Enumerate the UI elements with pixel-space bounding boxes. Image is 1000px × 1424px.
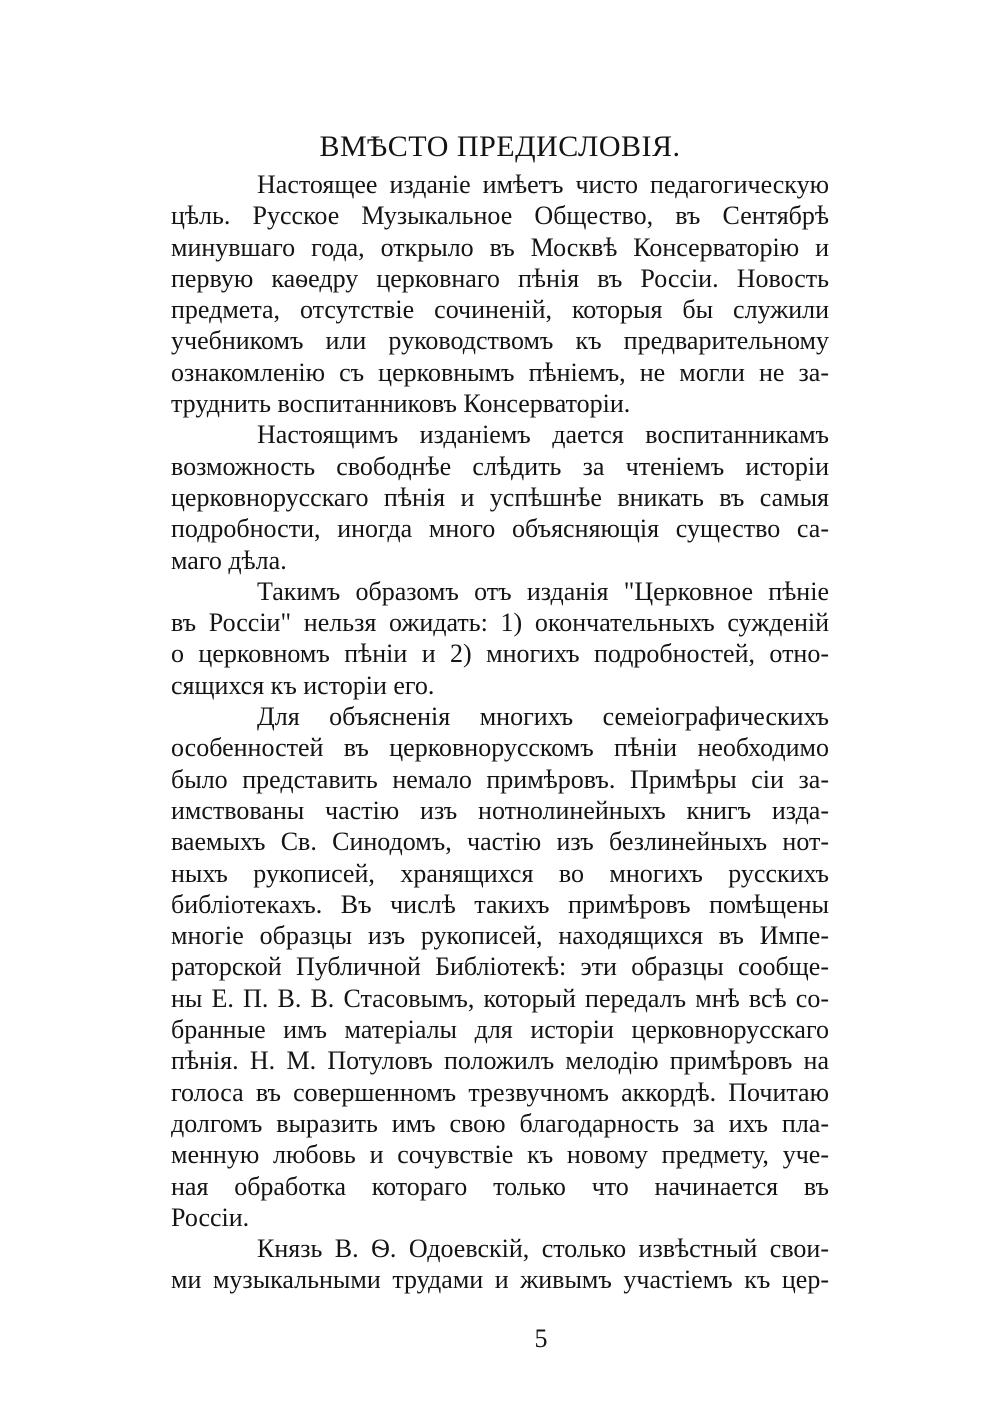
text-line: о церковномъ пѣніи и 2) многихъ подробностей, отно- <box>171 639 829 669</box>
text-line: подробности, иногда много объясняющія существо са- <box>171 514 829 544</box>
text-line: раторской Публичной Библіотекѣ: эти образцы сообще- <box>171 952 829 982</box>
text-line: въ Россіи" нельзя ожидать: 1) окончательныхъ сужденій <box>171 608 829 638</box>
text-line: предмета, отсутствіе сочиненій, которыя бы служили <box>171 295 829 325</box>
text-line: Россіи. <box>171 1202 250 1232</box>
page-number: 5 <box>534 1324 548 1353</box>
body-text <box>171 169 829 1296</box>
text-line: особенностей въ церковнорусскомъ пѣніи необходимо <box>171 733 829 763</box>
text-line: ознакомленію съ церковнымъ пѣніемъ, не могли не за- <box>171 357 829 387</box>
text-line: труднить воспитанниковъ Консерваторіи. <box>171 389 631 419</box>
text-line: Для объясненія многихъ семеіографическихъ <box>257 702 829 732</box>
text-line: церковнорусскаго пѣнія и успѣшнѣе вникать въ самыя <box>171 482 829 512</box>
text-line: пѣнія. Н. М. Потуловъ положилъ мелодію примѣровъ на <box>171 1046 829 1076</box>
text-line: ми музыкальными трудами и живымъ участіемъ къ цер- <box>171 1265 829 1295</box>
text-line: ны Е. П. В. В. Стасовымъ, который передалъ мнѣ всѣ со- <box>171 983 829 1013</box>
text-line: маго дѣла. <box>171 545 287 575</box>
text-line: бранные имъ матеріалы для исторіи церковнорусскаго <box>171 1015 829 1045</box>
page-title: ВМѢСТО ПРЕДИСЛОВІЯ. <box>319 130 681 163</box>
text-line: Настоящимъ изданіемъ дается воспитанникамъ <box>257 420 829 450</box>
text-line: сящихся къ исторіи его. <box>171 670 435 700</box>
text-line: голоса въ совершенномъ трезвучномъ аккордѣ. Почитаю <box>171 1077 829 1107</box>
text-line: долгомъ выразить имъ свою благодарность за ихъ пла- <box>171 1108 829 1138</box>
text-line: ваемыхъ Св. Синодомъ, частію изъ безлинейныхъ нот- <box>171 827 829 857</box>
text-line: библіотекахъ. Въ числѣ такихъ примѣровъ помѣщены <box>171 889 829 919</box>
text-line: минувшаго года, открыло въ Москвѣ Консерваторію и <box>171 232 829 262</box>
text-line: менную любовь и сочувствіе къ новому предмету, уче- <box>171 1140 829 1170</box>
text-line: Такимъ образомъ отъ изданія "Церковное пѣніе <box>257 576 829 606</box>
text-line: ныхъ рукописей, хранящихся во многихъ русскихъ <box>171 858 829 888</box>
text-line: учебникомъ или руководствомъ къ предварительному <box>171 326 829 356</box>
text-line: возможность свободнѣе слѣдить за чтеніемъ исторіи <box>171 451 829 481</box>
text-line: цѣль. Русское Музыкальное Общество, въ Сентябрѣ <box>171 201 829 231</box>
text-line: многіе образцы изъ рукописей, находящихся въ Импе- <box>171 921 829 951</box>
text-line: Настоящее изданіе имѣетъ чисто педагогическую <box>257 170 829 199</box>
text-line: первую каѳедру церковнаго пѣнія въ Россіи. Новость <box>171 263 829 293</box>
text-line: было представить немало примѣровъ. Примѣры сіи за- <box>171 764 829 794</box>
text-line: ная обработка котораго только что начинается въ <box>171 1171 829 1201</box>
text-line: имствованы частію изъ нотнолинейныхъ книгъ изда- <box>171 795 829 825</box>
text-line: Князь В. Ѳ. Одоевскій, столько извѣстный свои- <box>257 1234 829 1264</box>
